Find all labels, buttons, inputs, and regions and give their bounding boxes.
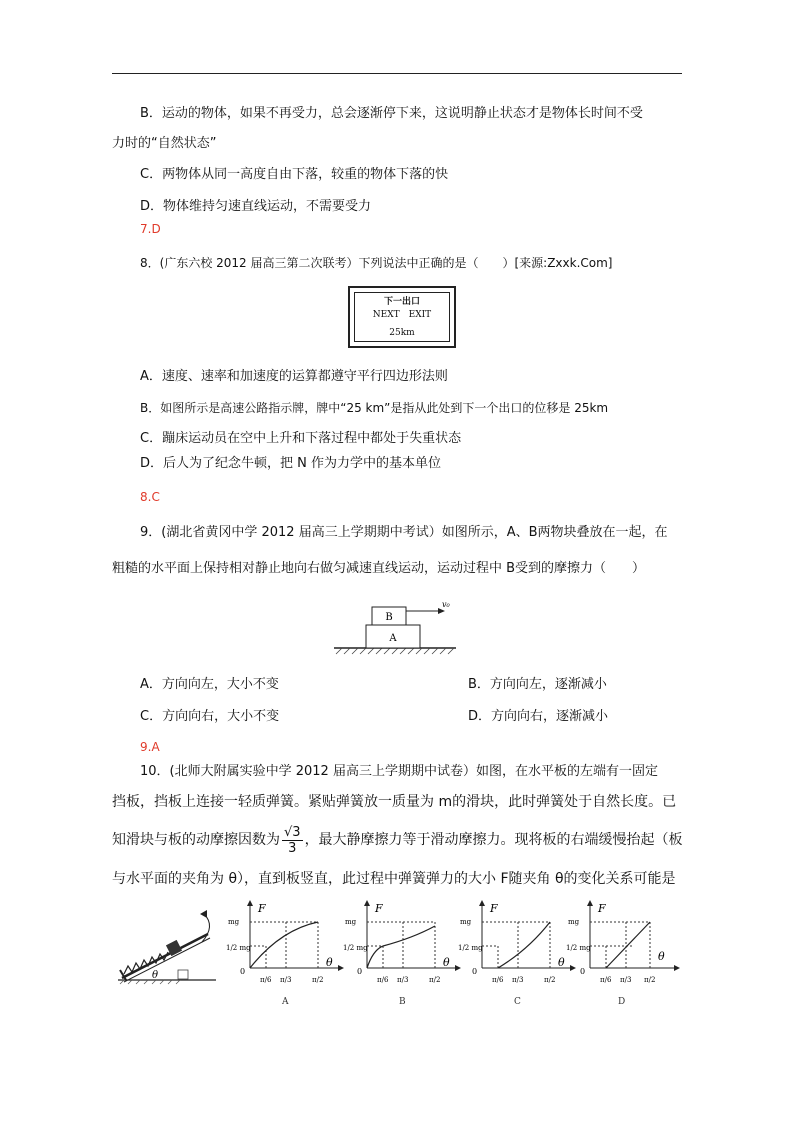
graph-b-pi3: π/3 — [397, 976, 409, 984]
graph-d — [566, 900, 686, 1010]
mu-fraction-numerator: √3 — [284, 824, 301, 840]
q7-option-c: C．两物体从同一高度自由下落，较重的物体下落的快 — [140, 167, 449, 182]
block-b-label: B — [385, 612, 393, 623]
graph-c-f: F — [490, 902, 498, 915]
graph-b-f: F — [375, 902, 383, 915]
sign-line2: NEXT EXIT — [372, 310, 432, 320]
highway-sign — [348, 286, 456, 348]
graph-d-pi2: π/2 — [644, 976, 656, 984]
q9-stem-line2: 粗糙的水平面上保持相对静止地向右做匀减速直线运动，运动过程中 B受到的摩擦力（ ） — [112, 561, 646, 576]
sign-line1: 下一出口 — [383, 297, 420, 307]
header-rule — [112, 73, 682, 74]
q10-stem-line2: 挡板，挡板上连接一轻质弹簧。紧贴弹簧放一质量为 m的滑块，此时弹簧处于自然长度。已 — [112, 794, 677, 810]
graph-a-f: F — [258, 902, 266, 915]
graph-d-mg: mg — [568, 918, 580, 926]
q8-option-b: B．如图所示是高速公路指示牌，牌中“25 km”是指从此处到下一个出口的位移是 25km — [140, 401, 609, 415]
graph-d-label: D — [618, 997, 626, 1007]
graph-b — [343, 900, 463, 1010]
incline-spring-diagram — [112, 908, 218, 988]
graph-a-pi3: π/3 — [280, 976, 292, 984]
q7-option-d: D．物体维持匀速直线运动，不需要受力 — [140, 199, 372, 214]
q10-stem-line4: 与水平面的夹角为 θ），直到板竖直，此过程中弹簧弹力的大小 F随夹角 θ的变化关系可能是 — [112, 871, 676, 887]
graph-d-pi3: π/3 — [620, 976, 632, 984]
graph-b-half: 1/2 mg — [343, 944, 368, 952]
graph-a-half: 1/2 mg — [226, 944, 251, 952]
q9-option-a: A．方向向左，大小不变 — [140, 677, 279, 692]
graph-a — [226, 900, 346, 1010]
q10-stem-line1: 10．(北师大附属实验中学 2012 届高三上学期期中试卷）如图，在水平板的左端有一固定 — [140, 764, 658, 779]
velocity-label: v₀ — [442, 600, 450, 609]
q8-option-d: D．后人为了纪念牛顿，把 N 作为力学中的基本单位 — [140, 456, 441, 471]
q8-answer: 8.C — [140, 490, 160, 504]
q10-stem-line3-post: ，最大静摩擦力等于滑动摩擦力。现将板的右端缓慢抬起（板 — [304, 832, 683, 848]
graph-b-mg: mg — [345, 918, 357, 926]
q9-stem-line1: 9．(湖北省黄冈中学 2012 届高三上学期期中考试）如图所示，A、B两物块叠放在一起，在 — [140, 525, 668, 540]
graph-a-mg: mg — [228, 918, 240, 926]
graph-c-pi2: π/2 — [544, 976, 556, 984]
q8-option-a: A．速度、速率和加速度的运算都遵守平行四边形法则 — [140, 369, 448, 384]
sign-line3: 25km — [389, 328, 415, 338]
graph-d-f: F — [598, 902, 606, 915]
q9-option-c: C．方向向右，大小不变 — [140, 709, 280, 724]
graph-a-zero: 0 — [240, 967, 246, 976]
rotation-arrow-icon — [200, 910, 207, 918]
q9-option-b: B．方向向左，逐渐减小 — [468, 677, 607, 692]
graph-c-pi6: π/6 — [492, 976, 504, 984]
q7-option-b-line2: 力时的“自然状态” — [112, 136, 217, 151]
graph-b-pi2: π/2 — [429, 976, 441, 984]
graph-a-pi6: π/6 — [260, 976, 272, 984]
graph-c-label: C — [514, 997, 521, 1007]
q9-option-d: D．方向向右，逐渐减小 — [468, 709, 609, 724]
graph-b-zero: 0 — [357, 967, 363, 976]
q10-stem-line3-pre: 知滑块与板的动摩擦因数为 — [112, 832, 280, 848]
graph-a-theta: θ — [326, 956, 333, 969]
graph-d-theta: θ — [658, 950, 665, 963]
stacked-blocks-diagram — [330, 598, 460, 656]
mu-fraction-denominator: 3 — [288, 840, 297, 856]
q9-answer: 9.A — [140, 740, 160, 754]
graph-c-zero: 0 — [472, 967, 478, 976]
graph-b-pi6: π/6 — [377, 976, 389, 984]
graph-c-mg: mg — [460, 918, 472, 926]
q8-option-c: C．蹦床运动员在空中上升和下落过程中都处于失重状态 — [140, 431, 462, 446]
graph-d-half: 1/2 mg — [566, 944, 591, 952]
graph-c-pi3: π/3 — [512, 976, 524, 984]
graph-b-label: B — [399, 997, 406, 1007]
q7-answer: 7.D — [140, 222, 161, 236]
graph-c-theta: θ — [558, 956, 565, 969]
graph-d-zero: 0 — [580, 967, 586, 976]
mu-fraction — [282, 825, 303, 856]
graph-c-half: 1/2 mg — [458, 944, 483, 952]
graph-a-pi2: π/2 — [312, 976, 324, 984]
graph-c — [458, 900, 578, 1010]
graph-d-pi6: π/6 — [600, 976, 612, 984]
block-a-label: A — [389, 633, 397, 644]
q7-option-b-line1: B．运动的物体，如果不再受力，总会逐渐停下来，这说明静止状态才是物体长时间不受 — [140, 106, 643, 121]
q8-stem: 8．(广东六校 2012 届高三第二次联考）下列说法中正确的是（ ）[来源:Zxxk.Com] — [140, 256, 613, 270]
graph-a-label: A — [282, 997, 289, 1007]
graph-b-theta: θ — [443, 956, 450, 969]
incline-theta: θ — [152, 970, 159, 981]
q10-stem-line3 — [112, 820, 683, 860]
